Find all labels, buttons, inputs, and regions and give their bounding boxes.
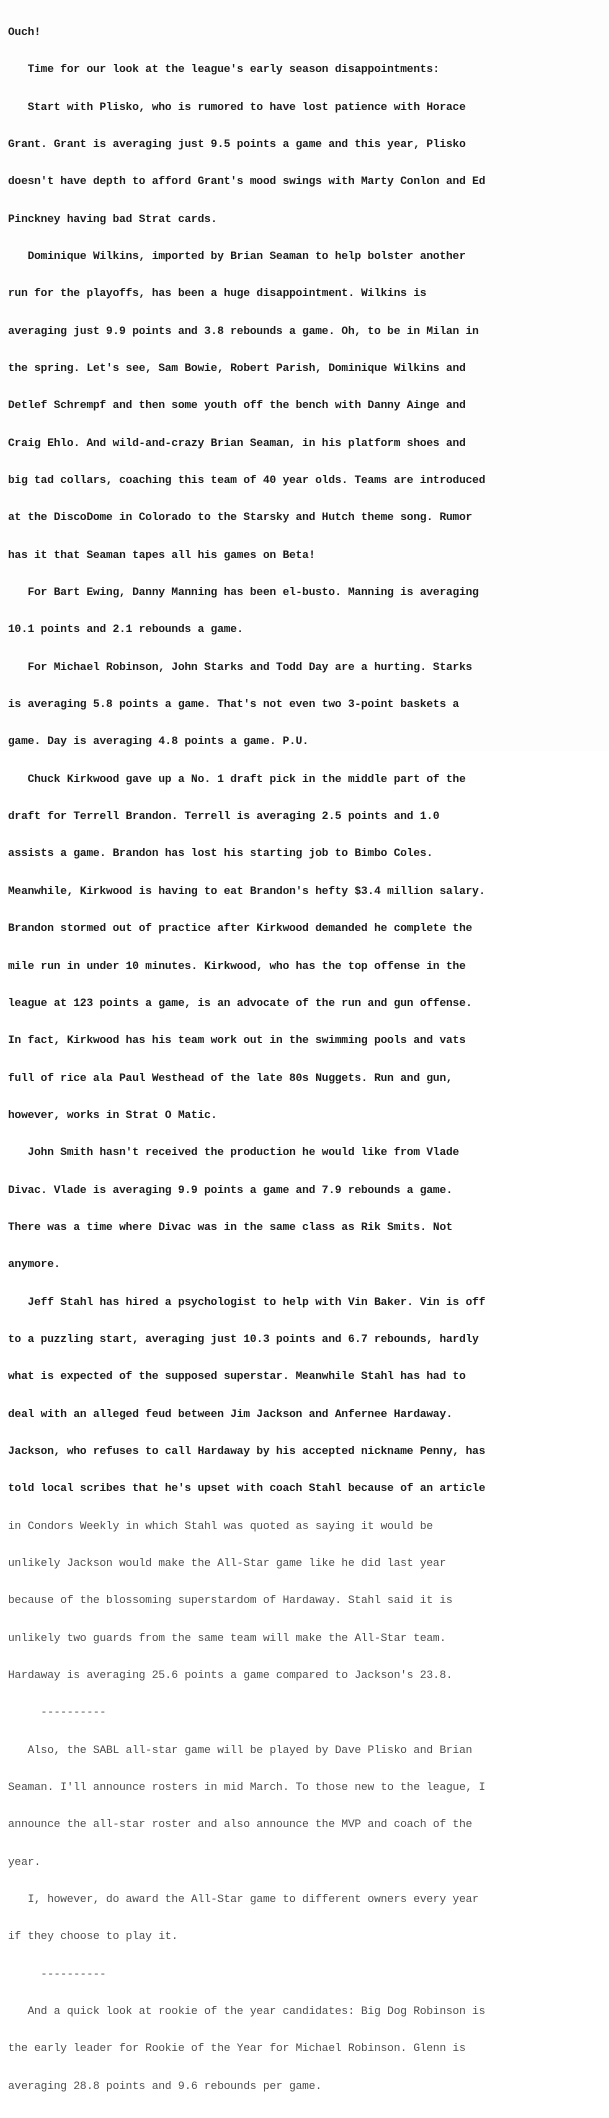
text-line: doesn't have depth to afford Grant's mood swings with Marty Conlon and Ed [8,176,486,189]
text-line: 10.1 points and 2.1 rebounds a game. [8,624,244,637]
text-line: averaging 28.8 points and 9.6 rebounds per game. [8,2080,322,2093]
divider-line: ---------- [8,1968,107,1981]
text-line: if they choose to play it. [8,1931,178,1944]
text-line: at the DiscoDome in Colorado to the Starsky and Hutch theme song. Rumor [8,512,473,525]
text-line: Jeff Stahl has hired a psychologist to help with Vin Baker. Vin is off [8,1296,486,1309]
text-line: Pinckney having bad Strat cards. [8,213,218,226]
text-line: Also, the SABL all-star game will be played by Dave Plisko and Brian [8,1744,473,1757]
text-line: Brandon stormed out of practice after Kirkwood demanded he complete the [8,923,473,936]
text-line: assists a game. Brandon has lost his starting job to Bimbo Coles. [8,848,433,861]
text-line: averaging just 9.9 points and 3.8 rebounds a game. Oh, to be in Milan in [8,325,479,338]
text-line: is averaging 5.8 points a game. That's not even two 3-point baskets a [8,699,460,712]
text-line: In fact, Kirkwood has his team work out in the swimming pools and vats [8,1035,466,1048]
text-line: For Michael Robinson, John Starks and Todd Day are a hurting. Starks [8,661,473,674]
text-line: told local scribes that he's upset with coach Stahl because of an article [8,1483,486,1496]
text-line: Time for our look at the league's early season disappointments: [8,64,440,77]
text-line: Jackson, who refuses to call Hardaway by his accepted nickname Penny, has [8,1445,486,1458]
text-line: Craig Ehlo. And wild-and-crazy Brian Seaman, in his platform shoes and [8,437,466,450]
text-line: unlikely two guards from the same team will make the All-Star team. [8,1632,447,1645]
text-line: what is expected of the supposed superstar. Meanwhile Stahl has had to [8,1371,466,1384]
text-line: There was a time where Divac was in the same class as Rik Smits. Not [8,1221,453,1234]
text-line: however, works in Strat O Matic. [8,1109,218,1122]
text-line: game. Day is averaging 4.8 points a game. P.U. [8,736,309,749]
text-line: Hardaway is averaging 25.6 points a game compared to Jackson's 23.8. [8,1670,453,1683]
text-line: Meanwhile, Kirkwood is having to eat Brandon's hefty $3.4 million salary. [8,885,486,898]
text-line: in Condors Weekly in which Stahl was quoted as saying it would be [8,1520,433,1533]
text-line: anymore. [8,1259,61,1272]
text-line: John Smith hasn't received the production he would like from Vlade [8,1147,460,1160]
text-line: Grant. Grant is averaging just 9.5 points a game and this year, Plisko [8,138,466,151]
newsletter-text [8,2,604,2118]
text-line: announce the all-star roster and also announce the MVP and coach of the [8,1819,473,1832]
text-line: the spring. Let's see, Sam Bowie, Robert Parish, Dominique Wilkins and [8,363,466,375]
text-line: Start with Plisko, who is rumored to have lost patience with Horace [8,101,466,114]
text-line: has it that Seaman tapes all his games on Beta! [8,549,316,562]
text-line: I, however, do award the All-Star game to different owners every year [8,1894,479,1907]
text-line: Divac. Vlade is averaging 9.9 points a game and 7.9 rebounds a game. [8,1184,453,1197]
text-line: Seaman. I'll announce rosters in mid March. To those new to the league, I [8,1782,486,1795]
title-line: Ouch! [8,26,41,39]
divider-line: ---------- [8,1707,107,1720]
text-line: Detlef Schrempf and then some youth off the bench with Danny Ainge and [8,400,466,413]
text-line: full of rice ala Paul Westhead of the late 80s Nuggets. Run and gun, [8,1072,453,1085]
text-line: And a quick look at rookie of the year candidates: Big Dog Robinson is [8,2006,486,2019]
text-line: to a puzzling start, averaging just 10.3 points and 6.7 rebounds, hardly [8,1333,479,1346]
text-line: run for the playoffs, has been a huge disappointment. Wilkins is [8,288,427,301]
text-line: unlikely Jackson would make the All-Star game like he did last year [8,1558,447,1570]
text-line: because of the blossoming superstardom of Hardaway. Stahl said it is [8,1595,453,1608]
text-line: deal with an alleged feud between Jim Jackson and Anfernee Hardaway. [8,1408,453,1421]
text-line: draft for Terrell Brandon. Terrell is averaging 2.5 points and 1.0 [8,811,440,824]
text-line: mile run in under 10 minutes. Kirkwood, who has the top offense in the [8,960,466,973]
text-line: big tad collars, coaching this team of 40 year olds. Teams are introduced [8,475,486,488]
text-line: Chuck Kirkwood gave up a No. 1 draft pick in the middle part of the [8,773,466,786]
text-line: year. [8,1856,41,1869]
text-line: Dominique Wilkins, imported by Brian Seaman to help bolster another [8,250,466,263]
text-line: league at 123 points a game, is an advocate of the run and gun offense. [8,997,473,1010]
text-line: the early leader for Rookie of the Year for Michael Robinson. Glenn is [8,2043,466,2056]
text-line: For Bart Ewing, Danny Manning has been el-busto. Manning is averaging [8,587,479,600]
